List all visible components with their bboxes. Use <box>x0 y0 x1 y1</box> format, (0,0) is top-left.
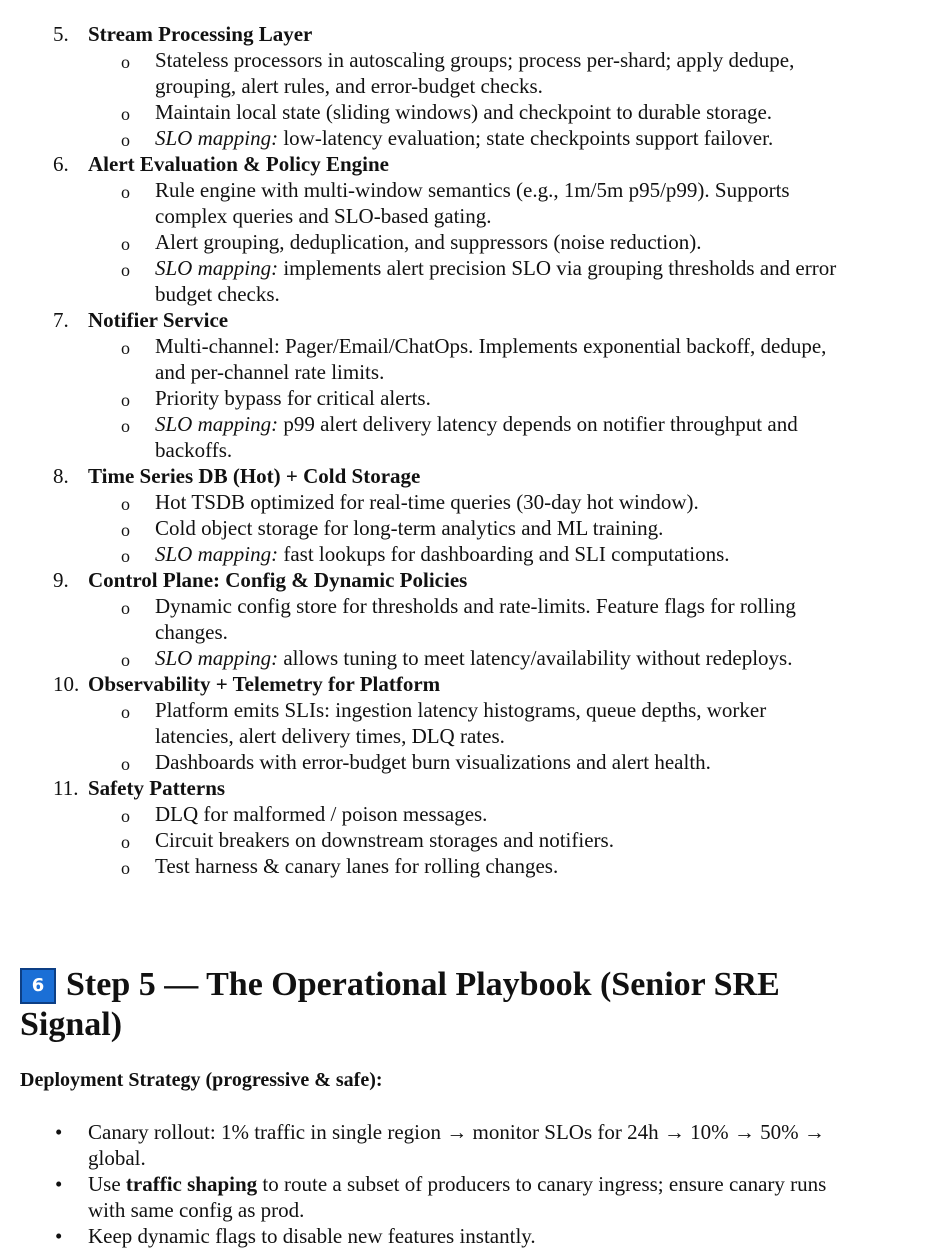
sub-bullet <box>0 801 850 827</box>
bullet-text: low-latency evaluation; state checkpoints support failover. <box>278 126 774 150</box>
bullet-text: Cold object storage for long-term analytics and ML training. <box>155 516 664 540</box>
item-title: Safety Patterns <box>88 776 226 800</box>
bullet-text: Dashboards with error-budget burn visualizations and alert health. <box>155 750 711 774</box>
bullet-text: p99 alert delivery latency depends on notifier throughput and backoffs. <box>155 412 798 462</box>
bullet-dot-icon: • <box>55 1172 63 1196</box>
sub-bullet <box>0 333 850 385</box>
circle-bullet-icon: o <box>121 754 130 774</box>
sub-bullet <box>0 515 850 541</box>
bullet-text-cont: to route a subset of producers to canary ingress; ensure canary runs with same config as prod. <box>88 1172 827 1222</box>
slo-mapping-label: SLO mapping: <box>155 412 279 436</box>
circle-bullet-icon: o <box>121 520 130 540</box>
circle-bullet-icon: o <box>121 104 130 124</box>
item-number: 11. <box>53 776 79 800</box>
bullet-text: Priority bypass for critical alerts. <box>155 386 431 410</box>
number-6-badge-icon: 6 <box>20 968 56 1004</box>
bullet-text: fast lookups for dashboarding and SLI computations. <box>278 542 730 566</box>
circle-bullet-icon: o <box>121 806 130 826</box>
sub-bullet <box>0 593 850 645</box>
sub-bullet <box>0 229 850 255</box>
item-heading <box>0 671 931 697</box>
item-number: 8. <box>53 464 69 488</box>
bullet-text: DLQ for malformed / poison messages. <box>155 802 488 826</box>
numbered-item <box>0 463 931 567</box>
section-title: Step 5 — The Operational Playbook (Senior SRE Signal) <box>20 966 780 1043</box>
document <box>0 21 931 1249</box>
item-title: Notifier Service <box>88 308 229 332</box>
circle-bullet-icon: o <box>121 416 130 436</box>
component-list <box>0 21 931 879</box>
circle-bullet-icon: o <box>121 182 130 202</box>
item-title: Control Plane: Config & Dynamic Policies <box>88 568 468 592</box>
bullet-dot-icon: • <box>55 1120 63 1144</box>
bullet-text: Circuit breakers on downstream storages and notifiers. <box>155 828 614 852</box>
deployment-bullet <box>0 1223 858 1249</box>
item-number: 10. <box>53 672 80 696</box>
circle-bullet-icon: o <box>121 234 130 254</box>
sub-bullet <box>0 255 850 307</box>
circle-bullet-icon: o <box>121 858 130 878</box>
numbered-item <box>0 21 931 151</box>
circle-bullet-icon: o <box>121 832 130 852</box>
item-title: Time Series DB (Hot) + Cold Storage <box>88 464 421 488</box>
sub-bullet <box>0 749 850 775</box>
bullet-text: Canary rollout: 1% traffic in single region → monitor SLOs for 24h → 10% → 50% → global. <box>88 1120 825 1170</box>
deployment-bullets <box>0 1119 931 1249</box>
item-title: Observability + Telemetry for Platform <box>88 672 441 696</box>
circle-bullet-icon: o <box>121 494 130 514</box>
sub-bullet <box>0 99 850 125</box>
deployment-bullet <box>0 1119 858 1171</box>
item-number: 6. <box>53 152 69 176</box>
numbered-item <box>0 151 931 307</box>
numbered-item <box>0 775 931 879</box>
deployment-bullet <box>0 1171 858 1223</box>
sub-bullet <box>0 177 850 229</box>
bullet-dot-icon: • <box>55 1224 63 1248</box>
item-heading <box>0 151 931 177</box>
deployment-strategy-heading: Deployment Strategy (progressive & safe): <box>20 1069 383 1091</box>
section-heading <box>0 965 820 1045</box>
bullet-text: Keep dynamic flags to disable new features instantly. <box>88 1224 536 1248</box>
bullet-text: Hot TSDB optimized for real-time queries (30-day hot window). <box>155 490 699 514</box>
bullet-text: implements alert precision SLO via grouping thresholds and error budget checks. <box>155 256 837 306</box>
sub-bullet <box>0 385 850 411</box>
slo-mapping-label: SLO mapping: <box>155 646 279 670</box>
numbered-item <box>0 671 931 775</box>
bullet-text: Platform emits SLIs: ingestion latency histograms, queue depths, worker latencies, alert delivery times, DLQ rates. <box>155 698 767 748</box>
numbered-item <box>0 307 931 463</box>
circle-bullet-icon: o <box>121 52 130 72</box>
circle-bullet-icon: o <box>121 598 130 618</box>
circle-bullet-icon: o <box>121 390 130 410</box>
sub-bullet <box>0 125 850 151</box>
circle-bullet-icon: o <box>121 702 130 722</box>
circle-bullet-icon: o <box>121 130 130 150</box>
circle-bullet-icon: o <box>121 546 130 566</box>
circle-bullet-icon: o <box>121 338 130 358</box>
item-number: 9. <box>53 568 69 592</box>
sub-bullet <box>0 411 850 463</box>
item-number: 5. <box>53 22 69 46</box>
sub-bullet <box>0 489 850 515</box>
bullet-text: allows tuning to meet latency/availability without redeploys. <box>278 646 793 670</box>
item-title: Alert Evaluation & Policy Engine <box>88 152 389 176</box>
circle-bullet-icon: o <box>121 650 130 670</box>
item-heading <box>0 463 931 489</box>
bold-term: traffic shaping <box>125 1172 258 1196</box>
item-number: 7. <box>53 308 69 332</box>
item-heading <box>0 307 931 333</box>
sub-bullet <box>0 47 850 99</box>
sub-bullet <box>0 827 850 853</box>
bullet-text: Maintain local state (sliding windows) and checkpoint to durable storage. <box>155 100 773 124</box>
slo-mapping-label: SLO mapping: <box>155 126 279 150</box>
bullet-text: Alert grouping, deduplication, and suppressors (noise reduction). <box>155 230 702 254</box>
slo-mapping-label: SLO mapping: <box>155 256 279 280</box>
sub-bullet <box>0 853 850 879</box>
bullet-text: Rule engine with multi-window semantics (e.g., 1m/5m p95/p99). Supports complex queries and SLO-based gating. <box>155 178 790 228</box>
circle-bullet-icon: o <box>121 260 130 280</box>
numbered-item <box>0 567 931 671</box>
bullet-text: Dynamic config store for thresholds and rate-limits. Feature flags for rolling changes. <box>155 594 796 644</box>
sub-bullet <box>0 697 850 749</box>
item-heading <box>0 775 931 801</box>
item-heading <box>0 21 931 47</box>
bullet-text: Multi-channel: Pager/Email/ChatOps. Implements exponential backoff, dedupe, and per-channel rate limits. <box>155 334 827 384</box>
item-title: Stream Processing Layer <box>88 22 313 46</box>
bullet-text: Use <box>88 1172 126 1196</box>
sub-bullet <box>0 541 850 567</box>
bullet-text: Test harness & canary lanes for rolling changes. <box>155 854 559 878</box>
sub-bullet <box>0 645 850 671</box>
slo-mapping-label: SLO mapping: <box>155 542 279 566</box>
item-heading <box>0 567 931 593</box>
bullet-text: Stateless processors in autoscaling groups; process per-shard; apply dedupe, grouping, alert rules, and error-budget checks. <box>155 48 795 98</box>
